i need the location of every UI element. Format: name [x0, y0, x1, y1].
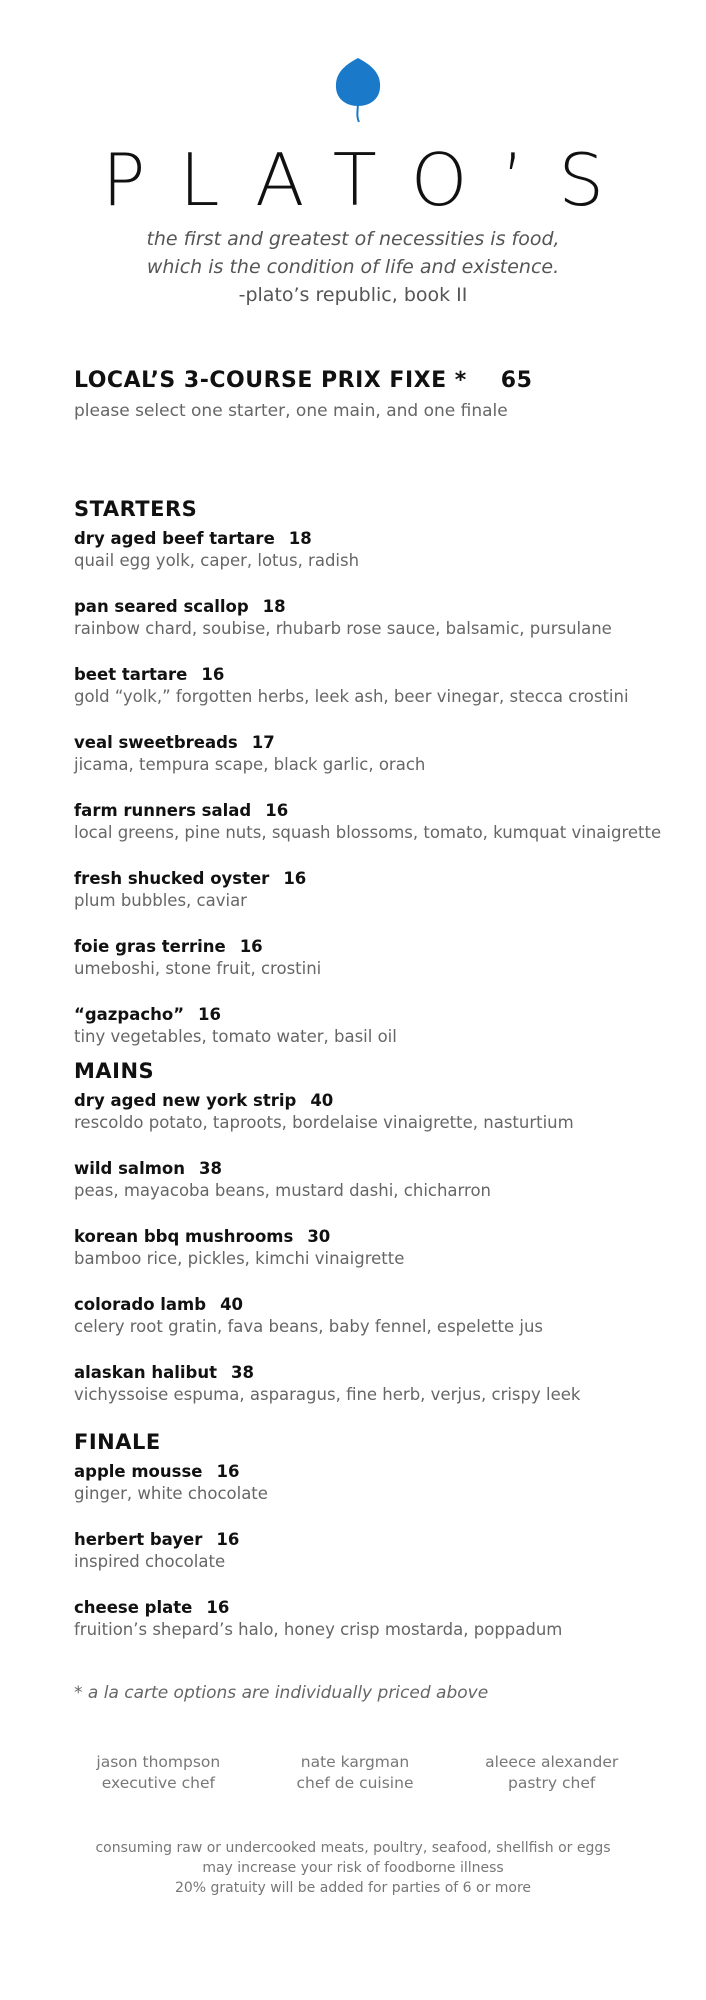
chef-name: nate kargman: [300, 1753, 410, 1771]
item-price: 18: [288, 529, 312, 548]
item-price: 38: [230, 1363, 254, 1382]
item-description: vichyssoise espuma, asparagus, fine herb, verjus, crispy leek: [74, 1385, 581, 1404]
prix-fixe-price: 65: [500, 368, 533, 393]
item-price: 16: [239, 937, 263, 956]
menu-item: [74, 800, 674, 864]
chef-name: aleece alexander: [485, 1753, 619, 1771]
menu-item: [74, 732, 674, 796]
item-description: celery root gratin, fava beans, baby fennel, espelette jus: [74, 1317, 544, 1336]
item-name: alaskan halibut: [74, 1363, 217, 1382]
menu-item: [74, 1461, 674, 1525]
item-name: farm runners salad: [74, 801, 252, 820]
item-name: apple mousse: [74, 1462, 203, 1481]
item-name: foie gras terrine: [74, 937, 226, 956]
legal-line: consuming raw or undercooked meats, poultry, seafood, shellfish or eggs: [95, 1840, 611, 1856]
chef-credits: [60, 1752, 650, 1794]
item-price: 18: [262, 597, 286, 616]
prix-fixe-title: [74, 366, 634, 396]
chef-role: chef de cuisine: [296, 1774, 414, 1792]
menu-item: [74, 1529, 674, 1593]
quote-source: -plato’s republic, book II: [238, 284, 468, 306]
header-quote: [0, 225, 706, 309]
chef-credit: [60, 1752, 257, 1794]
item-name: “gazpacho”: [74, 1005, 185, 1024]
menu-item: [74, 1362, 674, 1426]
legal-line: may increase your risk of foodborne illness: [202, 1860, 504, 1876]
legal-line: 20% gratuity will be added for parties of 6 or more: [174, 1880, 532, 1896]
menu-item: [74, 868, 674, 932]
item-description: tiny vegetables, tomato water, basil oil: [74, 1027, 397, 1046]
item-price: 30: [307, 1227, 331, 1246]
item-name: pan seared scallop: [74, 597, 249, 616]
section-starters: [74, 494, 674, 1068]
item-name: cheese plate: [74, 1598, 193, 1617]
item-name: veal sweetbreads: [74, 733, 238, 752]
item-price: 16: [201, 665, 225, 684]
item-description: local greens, pine nuts, squash blossoms, tomato, kumquat vinaigrette: [74, 823, 662, 842]
chef-role: executive chef: [101, 1774, 215, 1792]
chef-role: pastry chef: [508, 1774, 596, 1792]
prix-fixe: [74, 366, 634, 424]
menu-item: [74, 1090, 674, 1154]
item-name: dry aged beef tartare: [74, 529, 275, 548]
section-finale: [74, 1427, 674, 1661]
section-mains: [74, 1056, 674, 1426]
quote-line: the first and greatest of necessities is food,: [146, 228, 560, 250]
item-price: 16: [216, 1530, 240, 1549]
item-name: wild salmon: [74, 1159, 185, 1178]
item-price: 16: [265, 801, 289, 820]
menu-item: [74, 936, 674, 1000]
brand-title: PLATO’S: [101, 138, 639, 222]
item-price: 16: [206, 1598, 230, 1617]
prix-fixe-label: LOCAL’S 3-COURSE PRIX FIXE *: [74, 368, 467, 393]
section-title: MAINS: [74, 1059, 155, 1083]
item-description: rescoldo potato, taproots, bordelaise vinaigrette, nasturtium: [74, 1113, 574, 1132]
chef-name: jason thompson: [96, 1753, 221, 1771]
menu-item: [74, 1158, 674, 1222]
item-name: colorado lamb: [74, 1295, 207, 1314]
item-price: 40: [310, 1091, 334, 1110]
item-description: jicama, tempura scape, black garlic, orach: [74, 755, 426, 774]
item-price: 16: [216, 1462, 240, 1481]
item-price: 17: [251, 733, 275, 752]
item-description: plum bubbles, caviar: [74, 891, 247, 910]
item-name: fresh shucked oyster: [74, 869, 270, 888]
item-description: peas, mayacoba beans, mustard dashi, chicharron: [74, 1181, 492, 1200]
item-description: inspired chocolate: [74, 1552, 226, 1571]
item-name: dry aged new york strip: [74, 1091, 297, 1110]
item-description: umeboshi, stone fruit, crostini: [74, 959, 322, 978]
item-price: 38: [199, 1159, 222, 1178]
item-name: korean bbq mushrooms: [74, 1227, 294, 1246]
menu-item: [74, 596, 674, 660]
section-title: FINALE: [74, 1430, 161, 1454]
chef-credit: [453, 1752, 650, 1794]
quote-line: which is the condition of life and existence.: [146, 256, 560, 278]
item-description: bamboo rice, pickles, kimchi vinaigrette: [74, 1249, 405, 1268]
item-name: herbert bayer: [74, 1530, 203, 1549]
menu-item: [74, 1597, 674, 1661]
menu-item: [74, 1226, 674, 1290]
item-description: quail egg yolk, caper, lotus, radish: [74, 551, 360, 570]
item-description: fruition’s shepard’s halo, honey crisp mostarda, poppadum: [74, 1620, 563, 1639]
menu-item: [74, 664, 674, 728]
item-description: gold “yolk,” forgotten herbs, leek ash, beer vinegar, stecca crostini: [74, 687, 629, 706]
item-price: 16: [283, 869, 307, 888]
legal-notice: [0, 1838, 706, 1898]
menu-item: [74, 1294, 674, 1358]
item-description: ginger, white chocolate: [74, 1484, 268, 1503]
item-description: rainbow chard, soubise, rhubarb rose sauce, balsamic, pursulane: [74, 619, 612, 638]
menu-item: [74, 528, 674, 592]
section-title: STARTERS: [74, 497, 198, 521]
prix-fixe-subtitle: please select one starter, one main, and one finale: [74, 401, 508, 421]
footnote: * a la carte options are individually priced above: [74, 1683, 489, 1703]
item-name: beet tartare: [74, 665, 188, 684]
item-price: 40: [220, 1295, 244, 1314]
chef-credit: [257, 1752, 454, 1794]
leaf-icon: [333, 56, 383, 122]
item-price: 16: [198, 1005, 222, 1024]
